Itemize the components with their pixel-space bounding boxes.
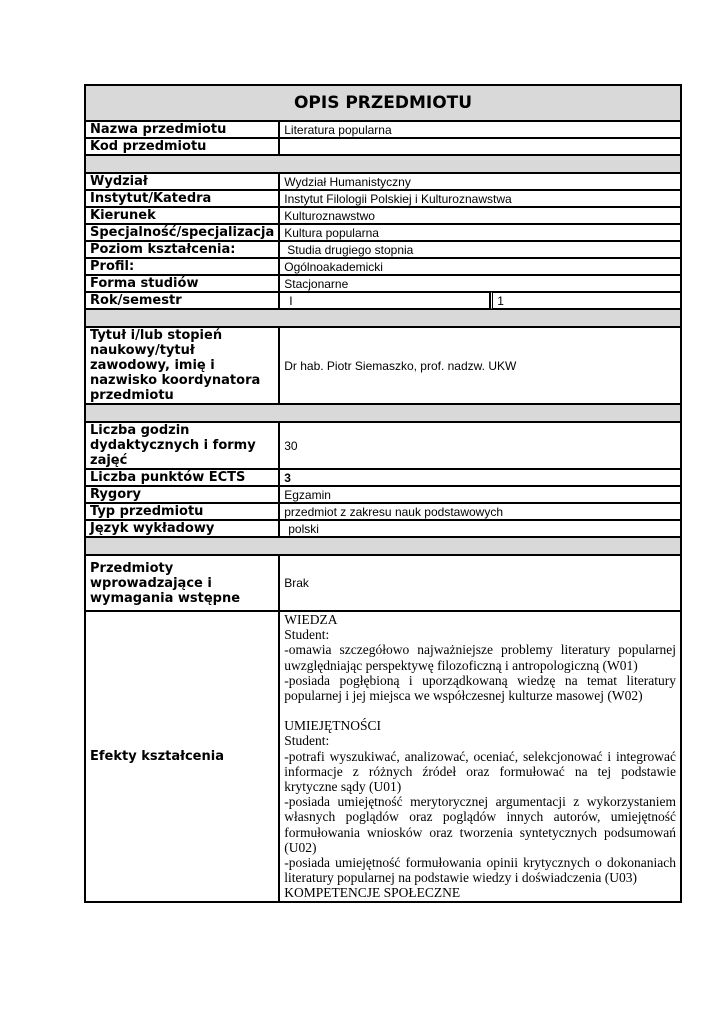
row-label-nazwa: Nazwa przedmiotu [85, 121, 279, 138]
row-label-typ: Typ przedmiotu [85, 503, 279, 520]
outcomes-line: -omawia szczegółowo najważniejsze problemy literatury popularnej uwzględniając perspektywę filozoficzną i antropologiczną (W01) [284, 642, 676, 673]
row-value-wymagania: Brak [279, 555, 681, 611]
row-value-rok: I [279, 292, 490, 309]
outcomes-line: -posiada pogłębioną i uporządkowaną wiedzę na temat literatury popularnej i jej miejsca we współczesnej kulturze masowej (W02) [284, 672, 676, 704]
table-row [85, 327, 681, 404]
row-label-rygory: Rygory [85, 486, 279, 503]
row-label-kierunek: Kierunek [85, 207, 279, 224]
row-label-poziom: Poziom kształcenia: [85, 241, 279, 258]
section-divider [85, 309, 681, 327]
row-value-ects: 3 [279, 469, 681, 486]
table-row [85, 292, 681, 309]
row-value-wydzial: Wydział Humanistyczny [279, 173, 681, 190]
row-value-jezyk: polski [279, 520, 681, 537]
row-label-instytut: Instytut/Katedra [85, 190, 279, 207]
table-row [85, 486, 681, 503]
table-row [85, 241, 681, 258]
table-row [85, 224, 681, 241]
row-label-jezyk: Język wykładowy [85, 520, 279, 537]
outcomes-line: UMIEJĘTNOŚCI [284, 718, 381, 734]
table-row [85, 190, 681, 207]
row-value-forma: Stacjonarne [279, 275, 681, 292]
row-label-ects: Liczba punktów ECTS [85, 469, 279, 486]
course-description-table [84, 84, 682, 903]
row-value-specjalnosc: Kultura popularna [279, 224, 681, 241]
row-value-poziom: Studia drugiego stopnia [279, 241, 681, 258]
row-value-koordynator: Dr hab. Piotr Siemaszko, prof. nadzw. UKW [279, 327, 681, 404]
table-row [85, 258, 681, 275]
outcomes-line: Student: [284, 627, 330, 643]
table-row [85, 138, 681, 155]
row-label-godziny: Liczba godzin dydaktycznych i formy zajęć [85, 422, 279, 469]
row-value-godziny: 30 [279, 422, 681, 469]
outcomes-line: -posiada umiejętność merytorycznej argumentacji z wykorzystaniem własnych poglądów oraz poglądów innych autorów, umiejętność formułowania wniosków oraz tworzenia syntetycznych podsumowań (U02) [284, 794, 676, 855]
outcomes-line: -potrafi wyszukiwać, analizować, oceniać, selekcjonować i integrować informacje z różnych źródeł oraz formułować na tej podstawie krytyczne sądy (U01) [284, 748, 676, 795]
table-row [85, 469, 681, 486]
section-divider [85, 155, 681, 173]
row-label-kod: Kod przedmiotu [85, 138, 279, 155]
row-value-typ: przedmiot z zakresu nauk podstawowych [279, 503, 681, 520]
row-label-profil: Profil: [85, 258, 279, 275]
row-label-specjalnosc: Specjalność/specjalizacja [85, 224, 279, 241]
row-value-profil: Ogólnoakademicki [279, 258, 681, 275]
table-row [85, 520, 681, 537]
row-label-wydzial: Wydział [85, 173, 279, 190]
section-divider [85, 537, 681, 555]
table-row [85, 121, 681, 138]
table-row [85, 555, 681, 611]
row-label-rok: Rok/semestr [85, 292, 279, 309]
outcomes-line: -posiada umiejętność formułowania opinii krytycznych o dokonaniach literatury popularnej na podstawie wiedzy i doświadczenia (U03) [284, 855, 676, 886]
row-value-kod [279, 138, 681, 155]
outcomes-line: WIEDZA [284, 612, 338, 627]
table-row [85, 173, 681, 190]
outcomes-line [284, 703, 676, 718]
row-value-semestr: 1 [490, 292, 681, 309]
row-label-wymagania: Przedmioty wprowadzające i wymagania wstępne [85, 555, 279, 611]
row-label-koordynator: Tytuł i/lub stopień naukowy/tytuł zawodowy, imię i nazwisko koordynatora przedmiotu [85, 327, 279, 404]
page-title: OPIS PRZEDMIOTU [85, 85, 681, 121]
learning-outcomes [279, 611, 681, 902]
row-value-instytut: Instytut Filologii Polskiej i Kulturoznawstwa [279, 190, 681, 207]
outcomes-line: Student: [284, 733, 330, 749]
table-row [85, 422, 681, 469]
row-value-nazwa: Literatura popularna [279, 121, 681, 138]
row-value-kierunek: Kulturoznawstwo [279, 207, 681, 224]
row-label-forma: Forma studiów [85, 275, 279, 292]
row-label-efekty: Efekty kształcenia [85, 611, 279, 902]
table-row [85, 503, 681, 520]
row-value-rygory: Egzamin [279, 486, 681, 503]
table-row [85, 611, 681, 902]
table-row [85, 207, 681, 224]
outcomes-line: KOMPETENCJE SPOŁECZNE [284, 885, 461, 901]
section-divider [85, 404, 681, 422]
table-row [85, 275, 681, 292]
